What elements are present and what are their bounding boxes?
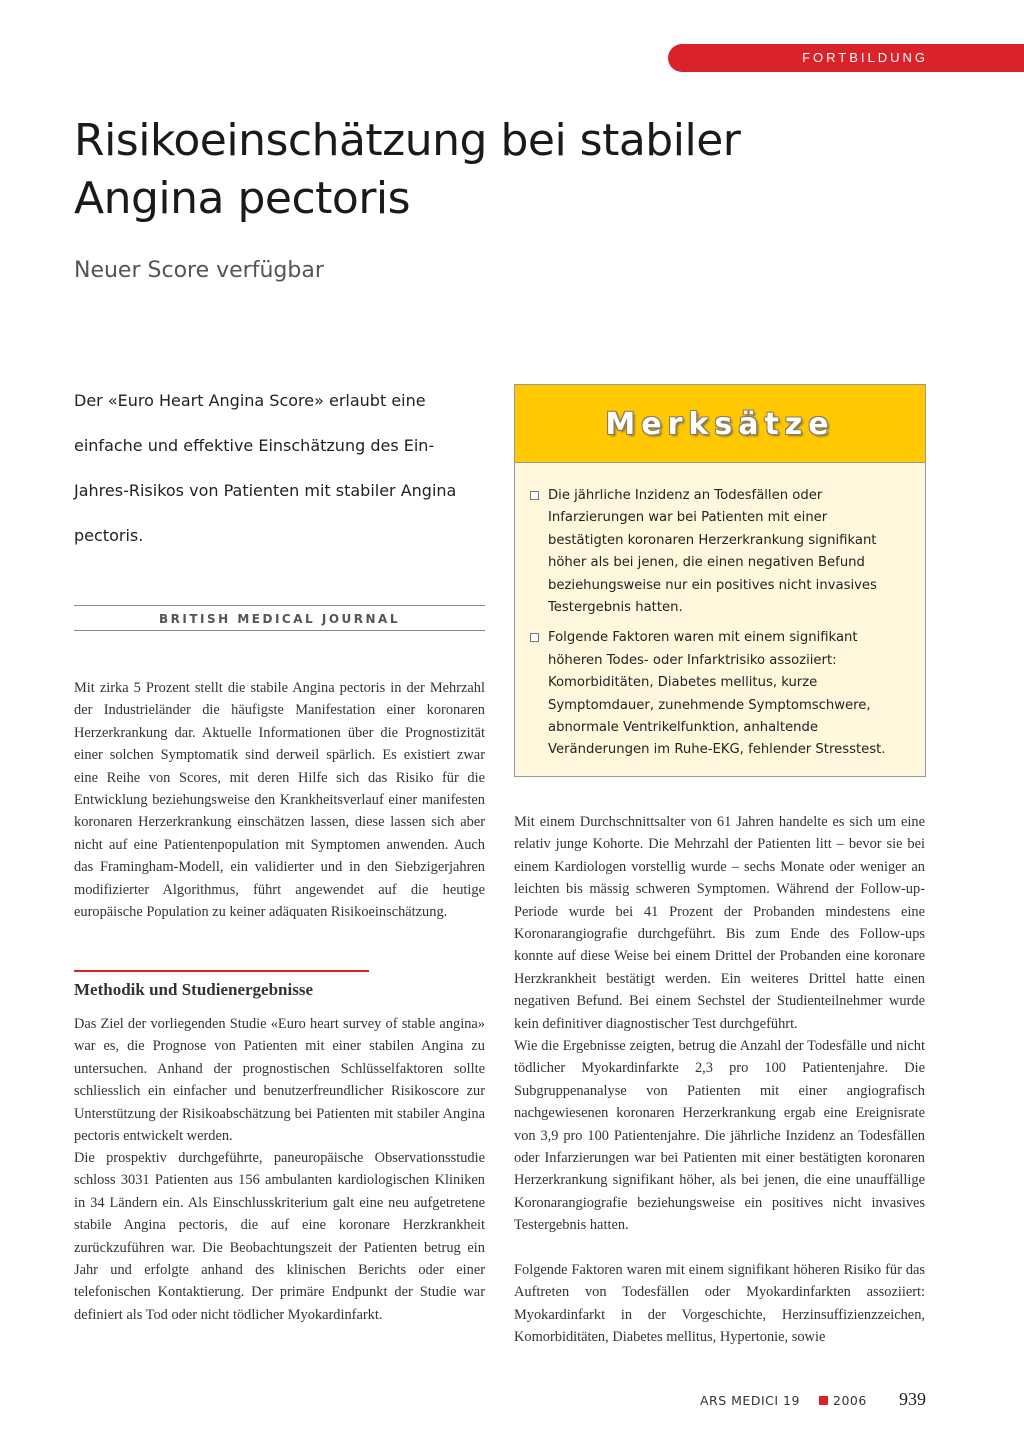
page-number: 939 xyxy=(899,1389,926,1409)
key-point-text: Folgende Faktoren waren mit einem signifikant höheren Todes- oder Infarktrisiko assoziiert: Komorbiditäten, Diabetes mellitus, kurze Symptomdauer, zunehmende Symptomschwere, abnormale Ventrikelfunktion, anhaltende Veränderungen im Ruhe-EKG, fehlender Stresstest. xyxy=(548,630,886,758)
intro-paragraph: Mit zirka 5 Prozent stellt die stabile Angina pectoris in der Mehrzahl der Industrieländer die häufigste Manifestation einer koronaren Herzerkrankung dar. Aktuelle Informationen über die Prognostizität einer solchen Symptomatik sind derweil spärlich. Es existiert zwar eine Reihe von Scores, mit deren Hilfe sich das Risiko für die Entwicklung beziehungsweise den Krankheitsverlauf einer manifesten koronaren Herzerkrankung einschätzen lassen, diese lassen sich aber nicht auf eine Patientenpopulation mit Symptomen anwenden. Auch das Framingham-Modell, ein validierter und in den Siebzigerjahren modifizierter Algorithmus, führt angewendet auf die heutige europäische Population zu keiner adäquaten Risikoeinschätzung. xyxy=(74,680,485,921)
key-points-title: Merksätze xyxy=(515,385,925,463)
article-subtitle: Neuer Score verfügbar xyxy=(74,258,324,283)
checkbox-bullet-icon xyxy=(530,633,539,642)
section-tab: FORTBILDUNG xyxy=(668,44,1024,72)
results-paragraph-1: Mit einem Durchschnittsalter von 61 Jahren handelte es sich um eine relativ junge Kohorte. Die Mehrzahl der Patienten litt – bevor sie bei einem Kardiologen vorstellig wurde – sechs Monate oder weniger an leichten bis mässig schweren Symptomen. Während der Follow-up-Periode wurde bei 41 Prozent der Probanden mindestens eine Koronarangiografie durchgeführt. Bis zum Ende des Follow-ups konnte auf diese Weise bei einem Drittel der Probanden eine koronare Herzkrankheit bestätigt werden. Ein weiteres Drittel hatte einen negativen Befund. Bei einem Sechstel der Studienteilnehmer wurde kein definitiver diagnostischer Test durchgeführt. xyxy=(514,814,925,1032)
key-points-box xyxy=(514,384,926,777)
key-points-list xyxy=(515,463,925,762)
source-label: BRITISH MEDICAL JOURNAL xyxy=(74,605,485,631)
key-point-item xyxy=(528,485,899,619)
red-square-icon xyxy=(819,1396,828,1405)
journal-name: ARS MEDICI 19 xyxy=(700,1393,800,1408)
key-point-item xyxy=(528,627,899,761)
key-point-text: Die jährliche Inzidenz an Todesfällen oder Infarzierungen war bei Patienten mit einer bestätigten koronaren Herzerkrankung signifikant höher als bei jenen, die einen negativen Befund beziehungsweise nur ein positives nicht invasives Testergebnis hatten. xyxy=(548,488,877,616)
page-footer xyxy=(700,1391,926,1411)
results-paragraph-2: Wie die Ergebnisse zeigten, betrug die Anzahl der Todesfälle und nicht tödlicher Myokardinfarkte 2,3 pro 100 Patientenjahre. Die Subgruppenanalyse von Patienten mit einer angiografisch nachgewiesenen koronaren Herzerkrankung ergab eine Ereignisrate von 3,9 pro 100 Patientenjahre. Die jährliche Inzidenz an Todesfällen oder Infarzierungen war bei Patienten mit einer bestätigten koronaren Herzerkrankung signifikant höher, als bei jenen, die eine unauffällige Koronarangiografie beziehungsweise ein positives nicht invasives Testergebnis hatten. xyxy=(514,1038,925,1234)
section-heading: Methodik und Studienergebnisse xyxy=(74,980,313,999)
methods-paragraph-1: Das Ziel der vorliegenden Studie «Euro heart survey of stable angina» war es, die Prognose von Patienten mit einer stabilen Angina zu untersuchen. Anhand der prognostischen Schlüsselfaktoren sollte schliesslich ein einfacher und benutzerfreundlicher Risikoscore zur Unterstützung der Risikoabschätzung bei Patienten mit stabiler Angina pectoris entwickelt werden. xyxy=(74,1016,485,1145)
lead-paragraph: Der «Euro Heart Angina Score» erlaubt eine einfache und effektive Einschätzung des Ein-Jahres-Risikos von Patienten mit stabiler Angina pectoris. xyxy=(74,391,457,545)
article-title: Risikoeinschätzung bei stabiler Angina pectoris xyxy=(74,115,741,224)
methods-paragraph-2: Die prospektiv durchgeführte, paneuropäische Observationsstudie schloss 3031 Patienten aus 156 ambulanten kardiologischen Kliniken in 34 Ländern ein. Als Einschlusskriterium galt eine neu aufgetretene stabile Angina pectoris, die auf eine koronare Herzkrankheit zurückzuführen war. Die Beobachtungszeit der Patienten betrug ein Jahr und erfolgte anhand des klinischen Berichts oder einer telefonischen Kontaktierung. Der primäre Endpunkt der Studie war definiert als Tod oder nicht tödlicher Myokardinfarkt. xyxy=(74,1150,485,1323)
section-divider xyxy=(74,970,369,972)
results-paragraph-3: Folgende Faktoren waren mit einem signifikant höheren Risiko für das Auftreten von Todesfällen oder Myokardinfarkten assoziiert: Myokardinfarkt in der Vorgeschichte, Herzinsuffizienzzeichen, Komorbiditäten, Diabetes mellitus, Hypertonie, sowie xyxy=(514,1262,925,1346)
checkbox-bullet-icon xyxy=(530,491,539,500)
issue-year: 2006 xyxy=(833,1393,867,1408)
